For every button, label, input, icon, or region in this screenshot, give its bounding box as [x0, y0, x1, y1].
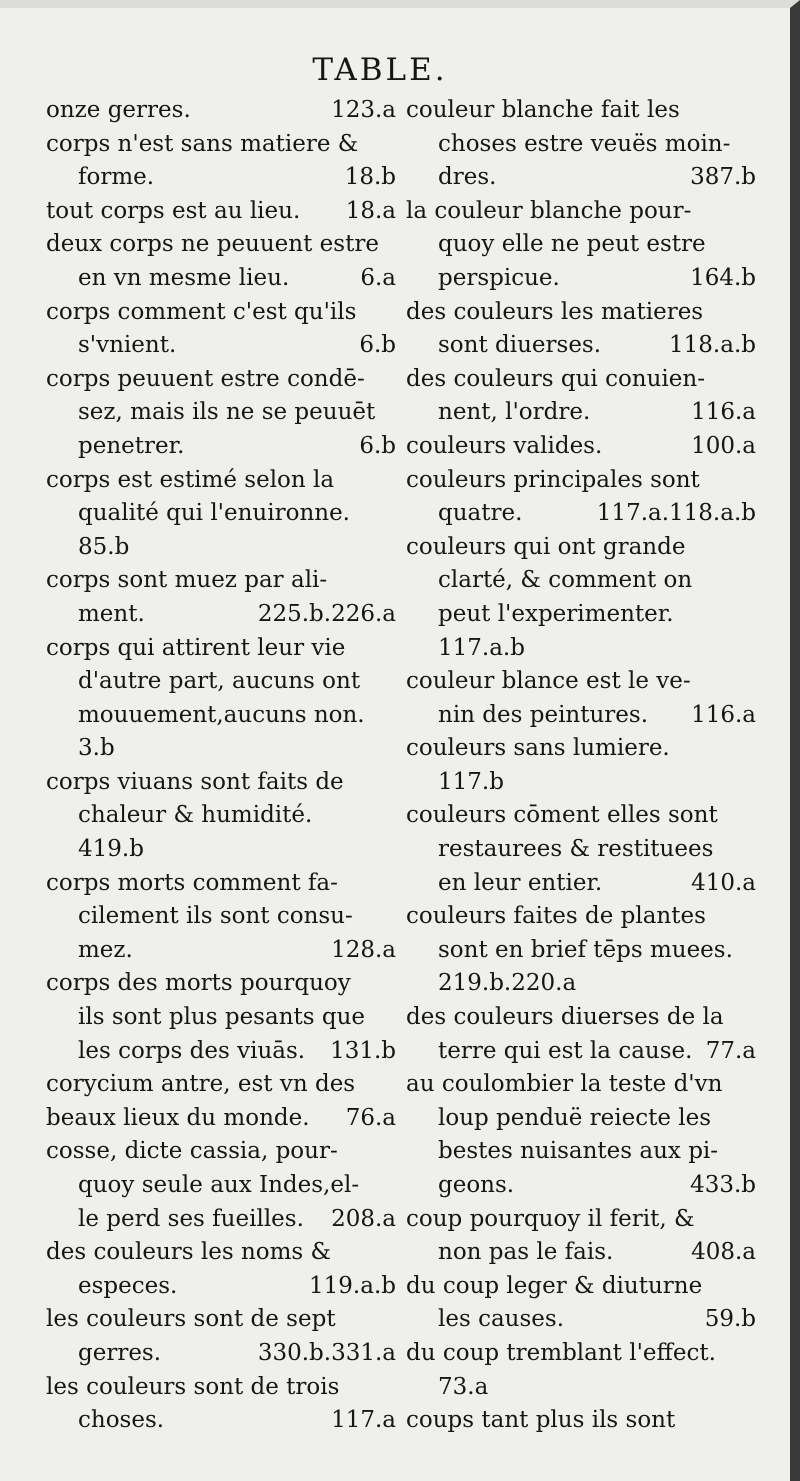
entry-continuation — [46, 1169, 396, 1203]
entry-continuation — [46, 833, 396, 867]
index-entry — [406, 94, 756, 195]
entry-text: couleur blance est le ve- — [406, 668, 691, 695]
entry-text: sont en brief tēps muees. — [438, 936, 733, 963]
entry-text: dres. — [438, 164, 497, 191]
entry-headline — [406, 531, 756, 565]
index-entry — [46, 1303, 396, 1370]
page-reference: 18.b — [344, 164, 396, 191]
entry-text: non pas le fais. — [438, 1239, 614, 1266]
entry-text: bestes nuisantes aux pi- — [438, 1138, 719, 1165]
entry-text: corps qui attirent leur vie — [46, 634, 346, 661]
index-entry — [46, 967, 396, 1068]
entry-continuation — [406, 598, 756, 632]
page-reference: 118.a.b — [669, 332, 756, 359]
entry-text: penetrer. — [78, 432, 185, 459]
entry-headline — [406, 1068, 756, 1102]
entry-headline — [406, 94, 756, 128]
entry-text: couleurs cōment elles sont — [406, 802, 718, 829]
index-entry — [406, 531, 756, 665]
index-entry — [406, 1203, 756, 1270]
entry-headline — [46, 464, 396, 498]
index-entry — [46, 564, 396, 631]
entry-headline — [46, 766, 396, 800]
entry-headline — [46, 1303, 396, 1337]
entry-text: corps n'est sans matiere & — [46, 130, 359, 157]
entry-text: la couleur blanche pour- — [406, 197, 692, 224]
entry-text: couleurs valides. — [406, 432, 603, 459]
index-column-left — [46, 94, 396, 1438]
entry-continuation — [46, 900, 396, 934]
entry-continuation — [46, 497, 396, 531]
entry-text: quoy elle ne peut estre — [438, 231, 706, 258]
entry-text: les corps des viuās. — [78, 1037, 306, 1064]
index-entry — [406, 296, 756, 363]
index-entry — [46, 1135, 396, 1236]
entry-text: du coup tremblant l'effect. — [406, 1339, 716, 1366]
entry-text: choses estre veuës moin- — [438, 130, 731, 157]
entry-headline — [46, 632, 396, 666]
index-entry — [46, 195, 396, 229]
entry-text: especes. — [78, 1272, 178, 1299]
entry-text: deux corps ne peuuent estre — [46, 231, 379, 258]
entry-headline — [406, 665, 756, 699]
entry-text: les causes. — [438, 1306, 565, 1333]
index-entry — [406, 1337, 756, 1404]
page-reference: 410.a — [691, 869, 756, 896]
entry-continuation — [406, 1035, 756, 1069]
entry-text: corps viuans sont faits de — [46, 768, 344, 795]
page-reference: 117.a.118.a.b — [596, 500, 756, 527]
entry-text: terre qui est la cause. — [438, 1037, 693, 1064]
entry-continuation — [406, 128, 756, 162]
entry-headline — [406, 430, 756, 464]
index-entry — [406, 665, 756, 732]
page-reference: 18.a — [345, 197, 396, 224]
entry-continuation — [406, 967, 756, 1001]
entry-text: 219.b.220.a — [438, 970, 577, 997]
entry-continuation — [46, 1270, 396, 1304]
entry-text: mez. — [78, 936, 133, 963]
page-reference: 408.a — [691, 1239, 756, 1266]
entry-text: ment. — [78, 600, 145, 627]
page-reference: 100.a — [691, 432, 756, 459]
entry-continuation — [406, 632, 756, 666]
entry-text: corps morts comment fa- — [46, 869, 338, 896]
entry-continuation — [46, 598, 396, 632]
entry-continuation — [406, 766, 756, 800]
entry-headline — [406, 900, 756, 934]
index-entry — [406, 732, 756, 799]
entry-continuation — [46, 531, 396, 565]
entry-text: tout corps est au lieu. — [46, 197, 301, 224]
page-reference: 330.b.331.a — [257, 1339, 396, 1366]
entry-continuation — [406, 1371, 756, 1405]
entry-continuation — [46, 262, 396, 296]
page-reference: 6.b — [359, 432, 396, 459]
entry-headline — [46, 363, 396, 397]
entry-headline — [406, 1337, 756, 1371]
page-reference: 6.a — [360, 264, 396, 291]
entry-headline — [46, 296, 396, 330]
entry-continuation — [406, 934, 756, 968]
entry-text: ils sont plus pesants que — [78, 1004, 366, 1031]
entry-continuation — [406, 1169, 756, 1203]
index-entry — [406, 464, 756, 531]
index-entry — [46, 296, 396, 363]
entry-text: le perd ses fueilles. — [78, 1205, 304, 1232]
index-entry — [406, 1404, 756, 1438]
entry-continuation — [46, 799, 396, 833]
entry-text: couleurs sans lumiere. — [406, 735, 670, 762]
entry-continuation — [46, 934, 396, 968]
entry-text: couleurs qui ont grande — [406, 533, 686, 560]
index-entry — [406, 430, 756, 464]
index-entry — [406, 1001, 756, 1068]
index-column-right — [406, 94, 756, 1438]
index-entry — [406, 195, 756, 296]
entry-text: des couleurs diuerses de la — [406, 1004, 724, 1031]
entry-text: corps peuuent estre condē- — [46, 365, 365, 392]
page-reference: 6.b — [359, 332, 396, 359]
entry-headline — [406, 363, 756, 397]
entry-headline — [406, 1270, 756, 1304]
entry-text: des couleurs les matieres — [406, 298, 704, 325]
entry-continuation — [406, 1135, 756, 1169]
entry-continuation — [46, 1035, 396, 1069]
entry-headline — [46, 1236, 396, 1270]
entry-text: coup pourquoy il ferit, & — [406, 1205, 695, 1232]
entry-continuation — [46, 329, 396, 363]
index-entry — [46, 128, 396, 195]
entry-headline — [46, 867, 396, 901]
entry-continuation — [406, 833, 756, 867]
index-entry — [46, 766, 396, 867]
entry-continuation — [406, 1303, 756, 1337]
entry-text: couleurs faites de plantes — [406, 903, 706, 930]
entry-text: en vn mesme lieu. — [78, 264, 290, 291]
entry-text: en leur entier. — [438, 869, 603, 896]
page-reference: 59.b — [704, 1306, 756, 1333]
entry-text: gerres. — [78, 1339, 162, 1366]
entry-text: 117.a.b — [438, 634, 525, 661]
page-reference: 77.a — [705, 1037, 756, 1064]
entry-text: corps des morts pourquoy — [46, 970, 351, 997]
index-entry — [406, 363, 756, 430]
entry-headline — [46, 564, 396, 598]
entry-headline — [46, 195, 396, 229]
entry-continuation — [406, 1102, 756, 1136]
index-entry — [406, 1270, 756, 1337]
page-reference: 76.a — [345, 1104, 396, 1131]
entry-text: des couleurs les noms & — [46, 1239, 332, 1266]
entry-text: 3.b — [78, 735, 115, 762]
entry-text: 73.a — [438, 1373, 489, 1400]
page-reference: 164.b — [690, 264, 756, 291]
entry-continuation — [406, 396, 756, 430]
entry-text: les couleurs sont de sept — [46, 1306, 336, 1333]
entry-text: mouuement,aucuns non. — [78, 701, 365, 728]
entry-continuation — [406, 262, 756, 296]
entry-continuation — [46, 699, 396, 733]
entry-continuation — [46, 1404, 396, 1438]
entry-headline — [406, 464, 756, 498]
entry-headline — [406, 799, 756, 833]
entry-text: corycium antre, est vn des — [46, 1071, 356, 1098]
entry-text: peut l'experimenter. — [438, 600, 674, 627]
entry-headline — [46, 1371, 396, 1405]
page-reference: 433.b — [690, 1172, 756, 1198]
entry-text: beaux lieux du monde. — [46, 1104, 310, 1131]
entry-text: au coulombier la teste d'vn — [406, 1071, 723, 1098]
entry-continuation — [406, 699, 756, 733]
index-entry — [46, 363, 396, 464]
entry-continuation — [46, 665, 396, 699]
entry-headline — [406, 1203, 756, 1237]
index-entry — [406, 1068, 756, 1202]
entry-headline — [46, 94, 396, 128]
entry-continuation — [406, 329, 756, 363]
entry-text: restaurees & restituees — [438, 836, 714, 863]
index-entry — [46, 632, 396, 766]
entry-text: s'vnient. — [78, 332, 177, 359]
entry-headline — [46, 1068, 396, 1102]
entry-text: 85.b — [78, 533, 130, 560]
entry-text: des couleurs qui conuien- — [406, 365, 705, 392]
entry-headline — [406, 1001, 756, 1035]
entry-text: quatre. — [438, 500, 523, 527]
index-entry — [406, 900, 756, 1001]
entry-continuation — [46, 732, 396, 766]
entry-continuation — [406, 161, 756, 195]
entry-text: corps comment c'est qu'ils — [46, 298, 357, 325]
page-reference: 116.a — [691, 701, 756, 728]
entry-continuation — [46, 430, 396, 464]
entry-text: d'autre part, aucuns ont — [78, 668, 361, 695]
entry-headline — [406, 732, 756, 766]
entry-text: 419.b — [78, 836, 144, 863]
entry-continuation — [46, 161, 396, 195]
page-reference: 225.b.226.a — [257, 600, 396, 627]
entry-text: du coup leger & diuturne — [406, 1272, 703, 1299]
entry-continuation — [406, 564, 756, 598]
entry-text: coups tant plus ils sont — [406, 1407, 676, 1434]
entry-text: les couleurs sont de trois — [46, 1373, 340, 1400]
page-reference: 208.a — [331, 1205, 396, 1232]
index-entry — [46, 464, 396, 565]
entry-continuation — [406, 497, 756, 531]
page-reference: 119.a.b — [309, 1272, 396, 1299]
entry-continuation — [406, 1236, 756, 1270]
entry-text: chaleur & humidité. — [78, 802, 313, 829]
index-entry — [46, 1371, 396, 1438]
entry-text: nin des peintures. — [438, 701, 649, 728]
entry-text: nent, l'ordre. — [438, 399, 591, 426]
entry-text: sont diuerses. — [438, 332, 602, 359]
entry-text: couleur blanche fait les — [406, 97, 680, 123]
page-reference: 131.b — [330, 1037, 396, 1064]
index-entry — [46, 1236, 396, 1303]
index-entry — [46, 94, 396, 128]
page-reference: 123.a — [331, 97, 396, 123]
entry-text: corps sont muez par ali- — [46, 567, 328, 594]
entry-text: onze gerres. — [46, 97, 191, 123]
entry-text: corps est estimé selon la — [46, 466, 335, 493]
entry-text: clarté, & comment on — [438, 567, 693, 594]
page-reference: 128.a — [331, 936, 396, 963]
index-entry — [46, 228, 396, 295]
entry-text: geons. — [438, 1172, 515, 1198]
entry-continuation — [46, 1337, 396, 1371]
entry-headline — [406, 296, 756, 330]
entry-continuation — [46, 396, 396, 430]
index-entry — [46, 867, 396, 968]
entry-text: choses. — [78, 1407, 165, 1434]
entry-headline — [406, 1404, 756, 1438]
entry-continuation — [406, 228, 756, 262]
entry-text: sez, mais ils ne se peuuēt — [78, 399, 376, 426]
entry-headline — [46, 967, 396, 1001]
entry-headline — [46, 128, 396, 162]
entry-text: cosse, dicte cassia, pour- — [46, 1138, 338, 1165]
page-reference: 387.b — [690, 164, 756, 191]
entry-text: quoy seule aux Indes,el- — [78, 1172, 360, 1198]
entry-text: 117.b — [438, 768, 504, 795]
entry-continuation — [46, 1102, 396, 1136]
entry-text: perspicue. — [438, 264, 560, 291]
page-reference: 116.a — [691, 399, 756, 426]
page-reference: 117.a — [331, 1407, 396, 1434]
index-entry — [406, 799, 756, 900]
entry-text: cilement ils sont consu- — [78, 903, 353, 930]
entry-text: couleurs principales sont — [406, 466, 700, 493]
page-header-title: TABLE. — [312, 52, 448, 88]
entry-text: forme. — [78, 164, 155, 191]
index-entry — [46, 1068, 396, 1135]
entry-text: qualité qui l'enuironne. — [78, 500, 350, 527]
entry-continuation — [46, 1001, 396, 1035]
entry-continuation — [46, 1203, 396, 1237]
entry-text: loup penduë reiecte les — [438, 1104, 712, 1131]
entry-headline — [46, 228, 396, 262]
entry-headline — [406, 195, 756, 229]
entry-headline — [46, 1135, 396, 1169]
entry-continuation — [406, 867, 756, 901]
